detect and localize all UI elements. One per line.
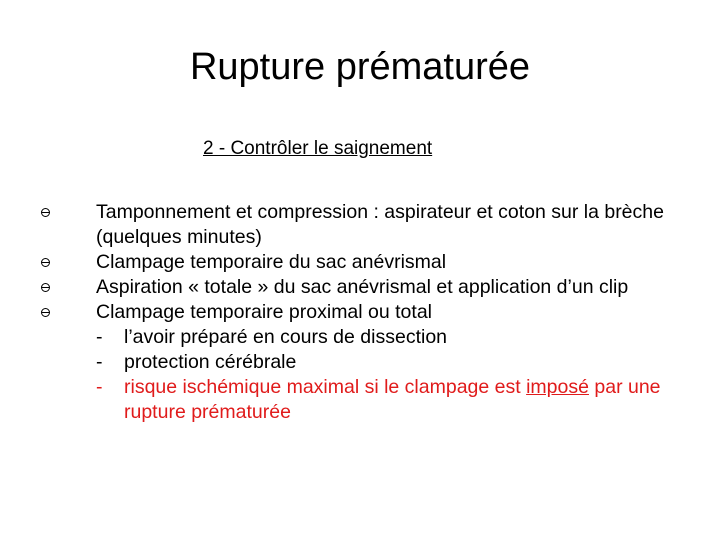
sub-list	[96, 325, 678, 425]
bullet-circle-icon	[41, 308, 50, 317]
warning-text-before: risque ischémique maximal si le clampage est	[124, 376, 521, 398]
warning-text-after: par une rupture prématurée	[124, 376, 661, 423]
bullet-text: Clampage temporaire du sac anévrismal	[96, 251, 447, 273]
sub-item-text: protection cérébrale	[124, 351, 297, 373]
bullet-circle-icon	[41, 258, 50, 267]
bullet-item-aspiration	[38, 275, 678, 300]
bullet-item-tamponnement	[38, 200, 678, 250]
warning-underlined: imposé	[526, 376, 589, 398]
sub-item-protection	[94, 350, 678, 375]
bullet-circle-icon	[41, 283, 50, 292]
bullet-text: Clampage temporaire proximal ou total	[96, 301, 432, 323]
dash-marker: -	[96, 376, 103, 398]
sub-item-preparation	[94, 325, 678, 350]
sub-item-text: l’avoir préparé en cours de dissection	[124, 326, 448, 348]
bullet-list	[38, 200, 678, 425]
bullet-text: Aspiration « totale » du sac anévrismal et application d’un clip	[96, 276, 629, 298]
bullet-text: Tamponnement et compression : aspirateur et coton sur la brèche (quelques minutes)	[96, 201, 664, 248]
slide-subtitle: 2 - Contrôler le saignement	[203, 138, 433, 159]
bullet-item-clampage-proximal	[38, 300, 678, 425]
dash-marker: -	[96, 326, 103, 348]
sub-item-warning	[94, 375, 678, 425]
dash-marker: -	[96, 351, 103, 373]
bullet-circle-icon	[41, 208, 50, 217]
bullet-item-clampage-sac	[38, 250, 678, 275]
slide-title: Rupture prématurée	[189, 46, 531, 88]
